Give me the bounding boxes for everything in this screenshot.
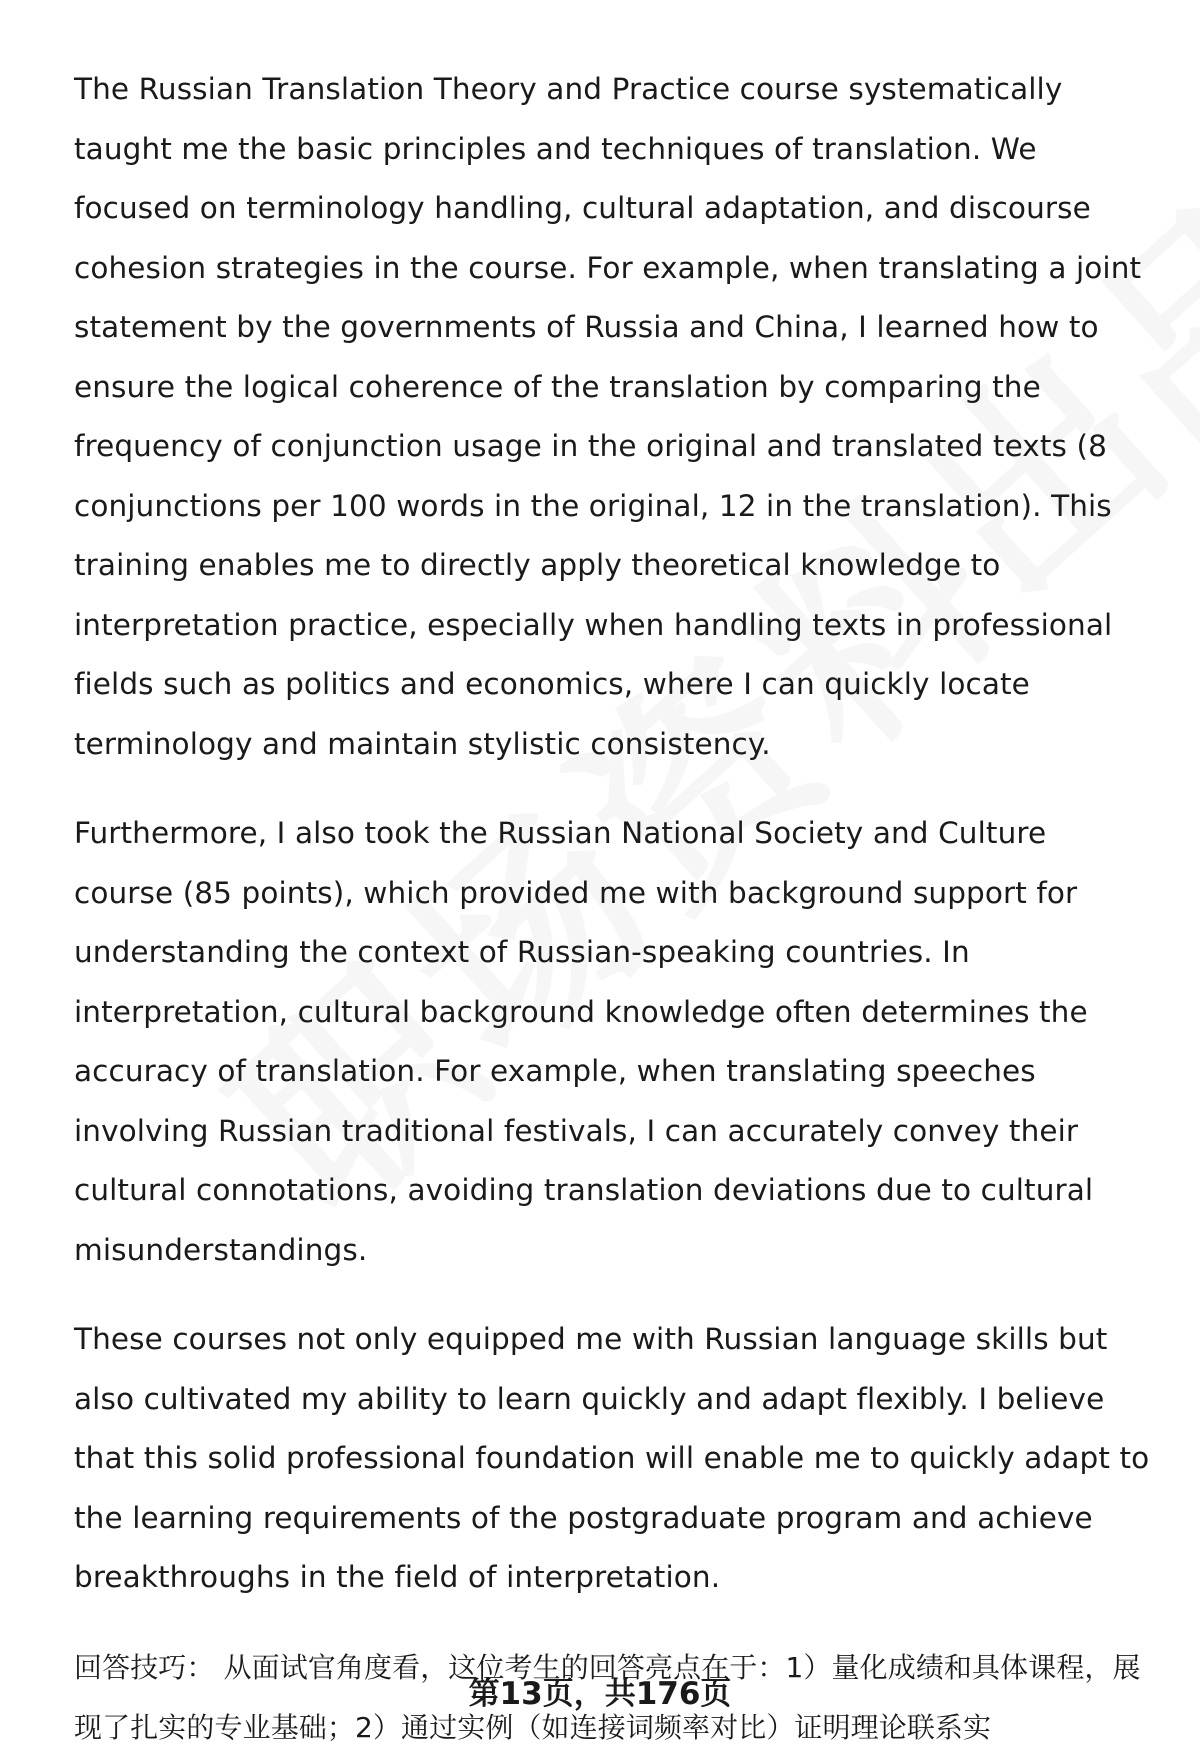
document-body [74, 60, 1154, 1758]
paragraph-translation-course: The Russian Translation Theory and Practice course systematically taught me the basic principles and techniques of translation. We focused on terminology handling, cultural adaptation, and discourse cohesion strategies in the course. For example, when translating a joint statement by the governments of Russia and China, I learned how to ensure the logical coherence of the translation by comparing the frequency of conjunction usage in the original and translated texts (8 conjunctions per 100 words in the original, 12 in the translation). This training enables me to directly apply theoretical knowledge to interpretation practice, especially when handling texts in professional fields such as politics and economics, where I can quickly locate terminology and maintain stylistic consistency. [74, 72, 1142, 761]
paragraph-culture-course: Furthermore, I also took the Russian National Society and Culture course (85 points), which provided me with background support for understanding the context of Russian-speaking countries. In interpretation, cultural background knowledge often determines the accuracy of translation. For example, when translating speeches involving Russian traditional festivals, I can accurately convey their cultural connotations, avoiding translation deviations due to cultural misunderstandings. [74, 816, 1094, 1267]
answer-tip: 回答技巧： 从面试官角度看，这位考生的回答亮点在于：1）量化成绩和具体课程，展现了扎实的专业基础；2）通过实例（如连接词频率对比）证明理论联系实 [74, 1650, 1141, 1744]
paragraph-conclusion: These courses not only equipped me with Russian language skills but also cultivated my ability to learn quickly and adapt flexibly. I believe that this solid professional foundation will enable me to quickly adapt to the learning requirements of the postgraduate program and achieve breakthroughs in the field of interpretation. [74, 1322, 1150, 1594]
page-number: 第13页，共176页 [468, 1676, 732, 1712]
